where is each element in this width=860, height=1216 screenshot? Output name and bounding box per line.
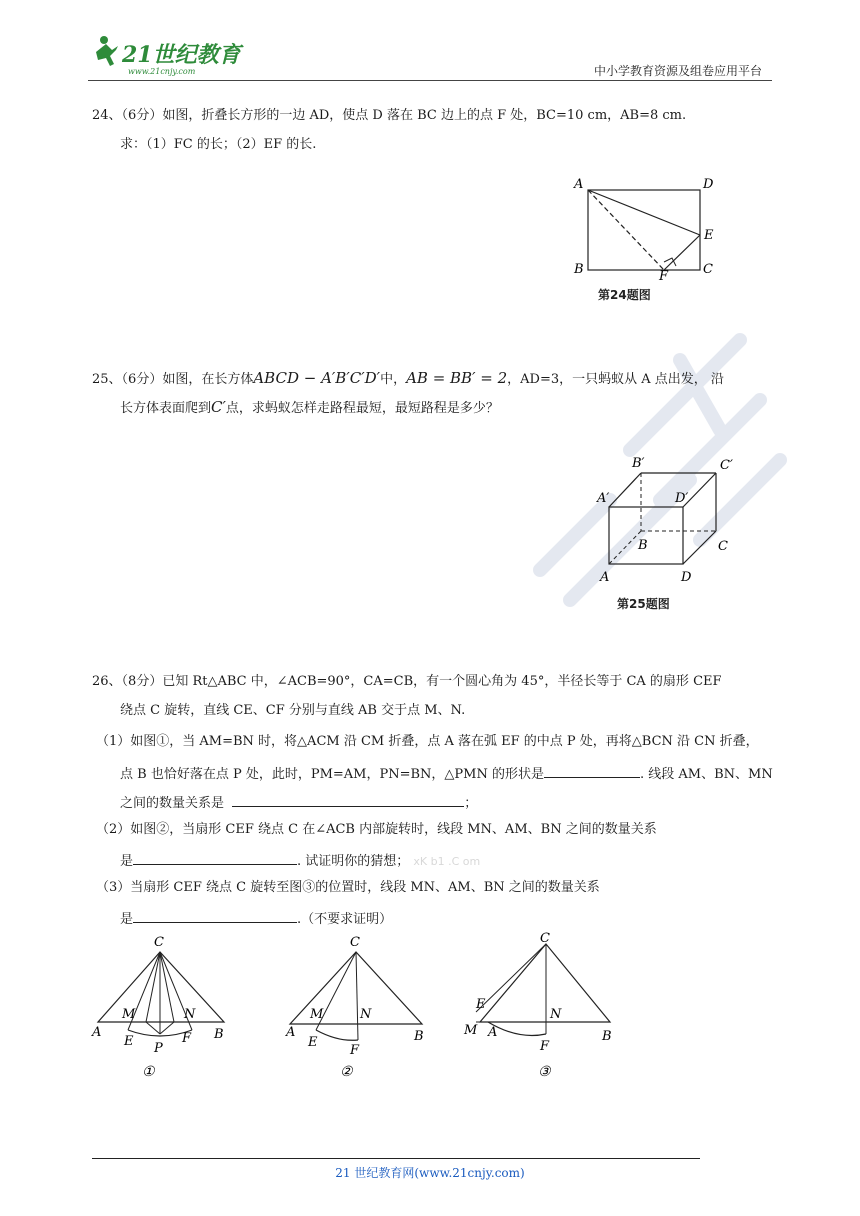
svg-text:N: N (550, 1007, 562, 1022)
svg-text:F: F (350, 1043, 360, 1058)
platform-name: 中小学教育资源及组卷应用平台 (593, 64, 762, 78)
svg-text:B: B (602, 1029, 612, 1044)
svg-text:B: B (414, 1029, 424, 1044)
svg-text:C: C (540, 931, 550, 946)
q25-formula-cuboid: ABCD − A′B′C′D′ (253, 369, 381, 387)
q26-text-line1: 26、（8分）已知 Rt△ABC 中，∠ACB=90°，CA=CB，有一个圆心角为 45°，半径长等于 CA 的扇形 CEF (92, 674, 722, 689)
q24-rectangle (588, 190, 700, 270)
footer-link[interactable]: 21 世纪教育网(www.21cnjy.com) (335, 1166, 525, 1180)
svg-text:N: N (184, 1007, 196, 1022)
svg-text:M: M (122, 1007, 136, 1022)
svg-text:F: F (182, 1031, 192, 1046)
q26-fig1-label: ① (142, 1064, 155, 1080)
q26-part3-line1: （3）当扇形 CEF 绕点 C 旋转至图③的位置时，线段 MN、AM、BN 之间的数量关系 (96, 880, 600, 895)
svg-text:A: A (286, 1025, 296, 1040)
q25-label-c1: C′ (720, 458, 733, 473)
svg-text:C: C (154, 935, 164, 950)
q24-label-b: B (574, 262, 584, 277)
svg-text:C: C (350, 935, 360, 950)
q25-formula-edges: AB = BB′ = 2 (406, 369, 508, 387)
q24-line-fe (664, 235, 700, 270)
q26-answer-blank-3[interactable] (133, 850, 297, 865)
svg-text:M: M (310, 1007, 324, 1022)
q25-label-a1: A′ (597, 491, 610, 506)
q24-text-line2: 求：（1）FC 的长；（2）EF 的长. (120, 137, 317, 152)
q26-part1-line3: 之间的数量关系是 ； (120, 792, 477, 813)
q26-part2-line2: 是 . 试证明你的猜想； xK b1 .C om (120, 850, 480, 871)
q24-fold-line-ae (588, 190, 700, 235)
q25-label-a: A (600, 570, 610, 585)
svg-text:A: A (488, 1025, 498, 1040)
q26-answer-blank-2[interactable] (232, 792, 464, 807)
q24-caption: 第24题图 (598, 288, 651, 302)
svg-text:F: F (540, 1039, 550, 1054)
q24-label-c: C (703, 262, 713, 277)
q26-text-line2: 绕点 C 旋转，直线 CE、CF 分别与直线 AB 交于点 M、N. (120, 703, 466, 718)
q24-label-e: E (704, 228, 714, 243)
svg-text:E: E (476, 997, 486, 1012)
q25-label-b: B (638, 538, 648, 553)
q26-faint-mark: xK b1 .C om (413, 855, 481, 868)
q26-part3-line2: 是 .（不要求证明） (120, 908, 392, 929)
svg-text:N: N (360, 1007, 372, 1022)
q24-label-a: A (574, 177, 584, 192)
q26-figures (88, 930, 628, 1080)
q24-dashed-af (588, 190, 664, 270)
q24-figure (560, 172, 730, 282)
logo-url: www.21cnjy.com (128, 67, 196, 76)
svg-text:P: P (154, 1041, 163, 1056)
q26-part1-line2: 点 B 也恰好落在点 P 处，此时，PM=AM，PN=BN，△PMN 的形状是 . 线段 AM、BN、MN (120, 763, 773, 784)
svg-text:A: A (92, 1025, 102, 1040)
footer-divider (92, 1158, 700, 1159)
q25-label-b1: B′ (632, 456, 645, 471)
q26-answer-blank-1[interactable] (544, 763, 640, 778)
q26-figure-2 (285, 935, 424, 1080)
q26-figure-3 (463, 931, 612, 1080)
q24-label-d: D (703, 177, 714, 192)
q26-fig3-label: ③ (538, 1064, 551, 1080)
q25-formula-point: C′ (211, 398, 226, 416)
q24-text-line1: 24、（6分）如图，折叠长方形的一边 AD，使点 D 落在 BC 边上的点 F 处，BC=10 cm，AB=8 cm. (92, 108, 687, 123)
q26-fig2-label: ② (340, 1064, 353, 1080)
svg-text:B: B (214, 1027, 224, 1042)
q26-part2-line1: （2）如图②，当扇形 CEF 绕点 C 在∠ACB 内部旋转时，线段 MN、AM、BN 之间的数量关系 (96, 822, 657, 837)
svg-text:E: E (124, 1034, 134, 1049)
q24-label-f: F (659, 269, 669, 282)
svg-text:M: M (464, 1023, 478, 1038)
logo-text: 21世纪教育 (122, 42, 241, 68)
q25-label-d1: D′ (675, 491, 689, 506)
q26-figure-1 (91, 935, 224, 1080)
site-logo (88, 30, 258, 78)
q25-label-c: C (718, 539, 728, 554)
svg-text:E: E (308, 1035, 318, 1050)
q25-label-d: D (681, 570, 692, 585)
q25-figure (592, 455, 752, 590)
q25-text-line1: 25、（6分）如图，在长方体ABCD − A′B′C′D′中，AB = BB′ = 2，AD=3，一只蚂蚁从 A 点出发， 沿 (92, 369, 724, 387)
q26-answer-blank-4[interactable] (133, 908, 297, 923)
q26-part1-line1: （1）如图①，当 AM=BN 时，将△ACM 沿 CM 折叠，点 A 落在弧 EF 的中点 P 处，再将△BCN 沿 CN 折叠， (96, 734, 759, 749)
q25-text-line2: 长方体表面爬到C′点，求蚂蚁怎样走路程最短，最短路程是多少？ (120, 398, 499, 416)
header-divider (88, 80, 772, 81)
q25-caption: 第25题图 (617, 597, 670, 611)
